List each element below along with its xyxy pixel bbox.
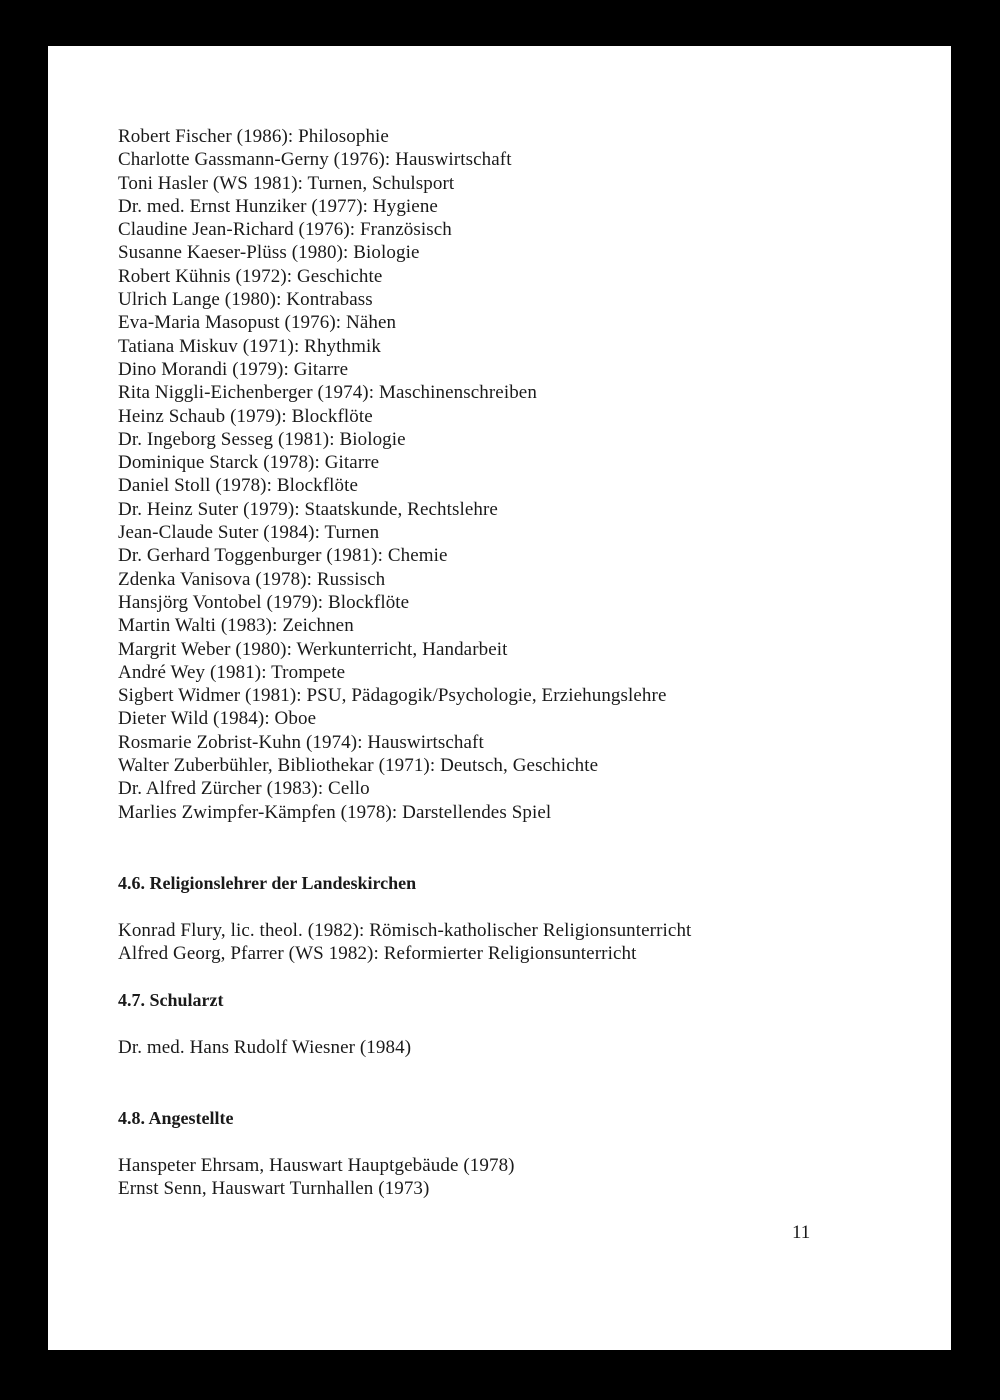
list-item: Dr. med. Hans Rudolf Wiesner (1984) bbox=[118, 1036, 412, 1058]
list-item: Dieter Wild (1984): Oboe bbox=[118, 708, 317, 730]
spacer bbox=[118, 824, 918, 871]
list-item: Susanne Kaeser-Plüss (1980): Biologie bbox=[118, 242, 420, 264]
section-heading: 4.6. Religionslehrer der Landeskirchen bbox=[118, 872, 417, 893]
list-item: Dino Morandi (1979): Gitarre bbox=[118, 358, 349, 380]
list-item: Alfred Georg, Pfarrer (WS 1982): Reformierter Religionsunterricht bbox=[118, 943, 637, 965]
document-page bbox=[48, 46, 951, 1350]
list-item: Margrit Weber (1980): Werkunterricht, Handarbeit bbox=[118, 638, 508, 660]
list-item: Zdenka Vanisova (1978): Russisch bbox=[118, 568, 386, 590]
spacer bbox=[118, 966, 918, 988]
list-item: Konrad Flury, lic. theol. (1982): Römisch-katholischer Religionsunterricht bbox=[118, 919, 692, 941]
list-item: Ernst Senn, Hauswart Turnhallen (1973) bbox=[118, 1178, 430, 1200]
list-item: Dr. Ingeborg Sesseg (1981): Biologie bbox=[118, 428, 406, 450]
list-item: Hansjörg Vontobel (1979): Blockflöte bbox=[118, 591, 410, 613]
list-item: Heinz Schaub (1979): Blockflöte bbox=[118, 405, 373, 427]
spacer bbox=[118, 1130, 918, 1154]
list-item: Walter Zuberbühler, Bibliothekar (1971): Deutsch, Geschichte bbox=[118, 755, 599, 777]
list-item: Rita Niggli-Eichenberger (1974): Maschinenschreiben bbox=[118, 382, 537, 404]
list-item: Dr. med. Ernst Hunziker (1977): Hygiene bbox=[118, 195, 438, 217]
list-item: Claudine Jean-Richard (1976): Französisch bbox=[118, 219, 452, 241]
list-item: Hanspeter Ehrsam, Hauswart Hauptgebäude (1978) bbox=[118, 1154, 515, 1176]
list-item: Daniel Stoll (1978): Blockflöte bbox=[118, 475, 359, 497]
spacer bbox=[118, 1059, 918, 1106]
page-number: 11 bbox=[792, 1222, 811, 1243]
list-item: Dr. Alfred Zürcher (1983): Cello bbox=[118, 778, 370, 800]
spacer bbox=[118, 1012, 918, 1036]
section-school-doctor bbox=[118, 988, 918, 1059]
list-item: Dr. Gerhard Toggenburger (1981): Chemie bbox=[118, 545, 448, 567]
list-item: Jean-Claude Suter (1984): Turnen bbox=[118, 522, 380, 544]
list-item: André Wey (1981): Trompete bbox=[118, 661, 346, 683]
page-content bbox=[118, 125, 918, 1200]
section-heading: 4.7. Schularzt bbox=[118, 989, 224, 1010]
list-item: Robert Kühnis (1972): Geschichte bbox=[118, 265, 383, 287]
list-item: Rosmarie Zobrist-Kuhn (1974): Hauswirtschaft bbox=[118, 731, 484, 753]
teacher-list bbox=[118, 125, 918, 824]
section-heading: 4.8. Angestellte bbox=[118, 1107, 234, 1128]
list-item: Marlies Zwimpfer-Kämpfen (1978): Darstellendes Spiel bbox=[118, 801, 552, 823]
list-item: Charlotte Gassmann-Gerny (1976): Hauswirtschaft bbox=[118, 149, 512, 171]
list-item: Tatiana Miskuv (1971): Rhythmik bbox=[118, 335, 381, 357]
list-item: Robert Fischer (1986): Philosophie bbox=[118, 126, 389, 147]
list-item: Sigbert Widmer (1981): PSU, Pädagogik/Psychologie, Erziehungslehre bbox=[118, 685, 667, 707]
section-religion-teachers bbox=[118, 871, 918, 966]
list-item: Eva-Maria Masopust (1976): Nähen bbox=[118, 312, 397, 334]
list-item: Dr. Heinz Suter (1979): Staatskunde, Rechtslehre bbox=[118, 498, 498, 520]
section-employees bbox=[118, 1106, 918, 1201]
list-item: Toni Hasler (WS 1981): Turnen, Schulsport bbox=[118, 172, 455, 194]
list-item: Dominique Starck (1978): Gitarre bbox=[118, 452, 380, 474]
list-item: Martin Walti (1983): Zeichnen bbox=[118, 615, 354, 637]
list-item: Ulrich Lange (1980): Kontrabass bbox=[118, 289, 373, 311]
spacer bbox=[118, 895, 918, 919]
